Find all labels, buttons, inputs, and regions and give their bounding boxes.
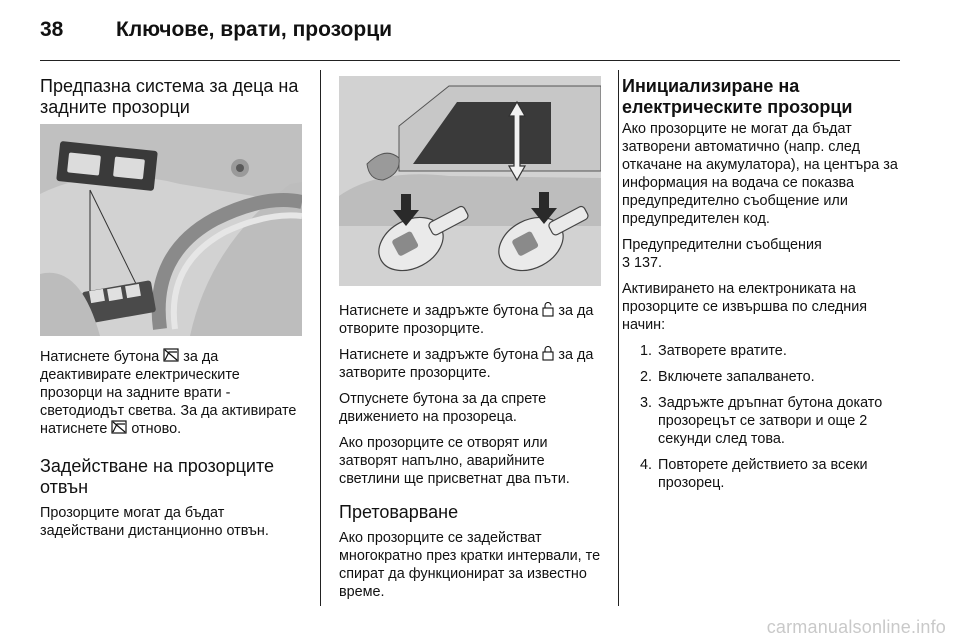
section-heading-init: Инициализиране на електрическите прозорци — [622, 76, 853, 117]
column-divider-2 — [618, 70, 619, 606]
page-title: Ключове, врати, прозорци — [116, 18, 393, 41]
step-text: Повторете действието за всеки прозорец. — [658, 457, 868, 491]
page-header — [40, 18, 392, 42]
section-heading-child-lock: Предпазна система за деца на задните прозорци — [40, 76, 299, 117]
step-number: 2. — [640, 369, 653, 385]
step-number: 4. — [640, 457, 653, 473]
header-rule — [40, 60, 900, 61]
door-panel-figure — [40, 124, 302, 336]
list-item — [622, 394, 904, 448]
remote-paragraph: Прозорците могат да бъдат задействани дистанционно отвън. — [40, 505, 269, 539]
text-fragment: отново. — [127, 421, 182, 437]
text-fragment: Натиснете бутона — [40, 349, 164, 365]
list-item — [622, 342, 904, 360]
steps-list — [622, 342, 904, 492]
procedure-intro: Активирането на електрониката на прозорците се извършва по следния начин: — [622, 281, 868, 333]
page-number: 38 — [40, 18, 64, 41]
window-remote-figure — [339, 76, 601, 286]
release-paragraph: Отпуснете бутона за да спрете движението на прозореца. — [339, 391, 547, 425]
page-reference: 3 137. — [622, 255, 663, 271]
hazard-paragraph: Ако прозорците се отворят или затворят напълно, аварийните светлини ще присветнат два пъти. — [339, 435, 570, 487]
warning-ref-paragraph — [622, 236, 904, 272]
text-fragment: Натиснете и задръжте бутона — [339, 347, 543, 363]
list-item — [622, 368, 904, 386]
step-number: 1. — [640, 343, 653, 359]
text-fragment: за да отворите прозорците. — [339, 303, 594, 337]
column-2 — [339, 76, 601, 609]
section-heading-remote: Задействане на прозорците отвън — [40, 456, 275, 497]
child-lock-paragraph — [40, 348, 302, 438]
text-fragment: за да деактивирате електрическите прозорци на задните врати - светодиодът светва. За да активирате натиснете — [40, 349, 297, 437]
list-item — [622, 456, 904, 492]
step-text: Задръжте дръпнат бутона докато прозорецът се затвори и още 2 секунди след това. — [658, 395, 883, 447]
unlock-icon — [542, 302, 554, 317]
text-fragment: Предупредителни съобщения — [622, 237, 822, 253]
child-lock-icon — [163, 348, 179, 363]
open-paragraph — [339, 302, 601, 338]
close-paragraph — [339, 346, 601, 382]
init-paragraph: Ако прозорците не могат да бъдат затворени автоматично (напр. след откачане на акумулатора), на центъра за информация на водача се показва предупредително съобщение или предупредителен код. — [622, 121, 898, 227]
step-text: Включете запалването. — [658, 369, 815, 385]
watermark: carmanualsonline.info — [766, 617, 946, 637]
child-lock-icon — [111, 420, 127, 435]
step-text: Затворете вратите. — [658, 343, 787, 359]
column-1 — [40, 76, 302, 548]
overload-paragraph: Ако прозорците се задействат многократно през кратки интервали, те спират да функционират за известно време. — [339, 530, 601, 600]
section-heading-overload: Претоварване — [339, 502, 459, 522]
column-3 — [622, 76, 904, 500]
text-fragment: Натиснете и задръжте бутона — [339, 303, 543, 319]
lock-icon — [542, 346, 554, 361]
step-number: 3. — [640, 395, 653, 411]
text-fragment: за да затворите прозорците. — [339, 347, 594, 381]
column-divider-1 — [320, 70, 321, 606]
